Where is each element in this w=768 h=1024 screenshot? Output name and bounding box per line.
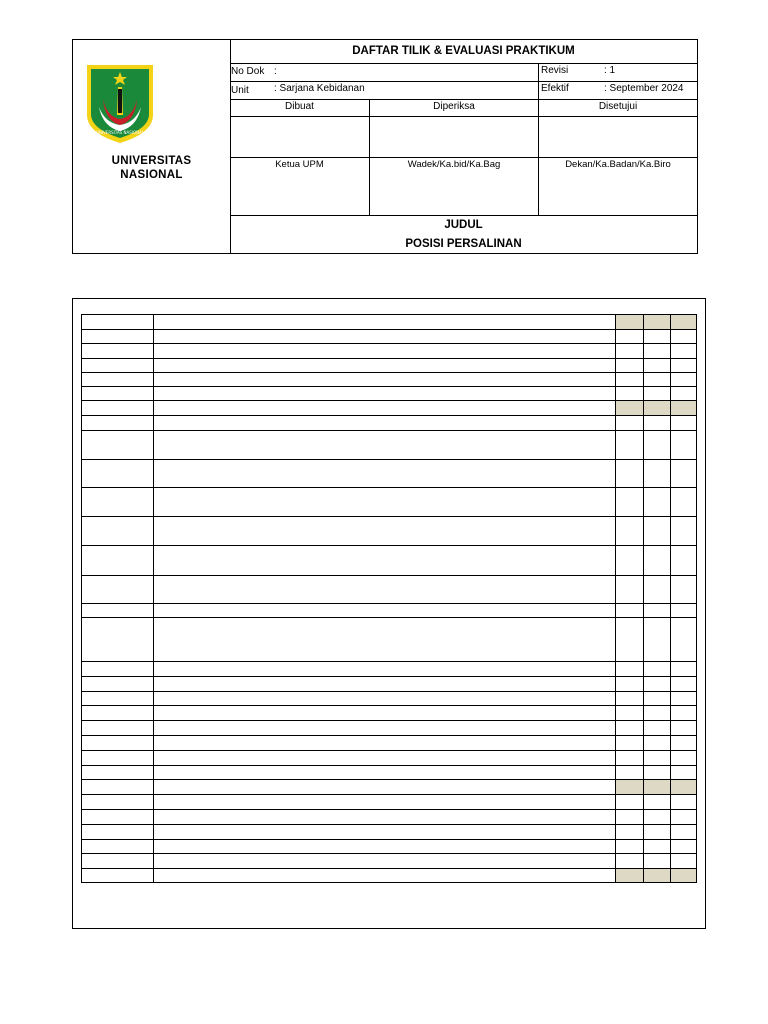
logo-cell bbox=[73, 40, 231, 253]
logo-text: UNIVERSITAS NASIONAL bbox=[95, 130, 145, 135]
no-dok-label: No Dok bbox=[231, 66, 265, 77]
divider bbox=[230, 81, 697, 82]
diperiksa-label: Diperiksa bbox=[433, 101, 475, 112]
disetujui-label: Disetujui bbox=[598, 101, 638, 112]
disetujui-by: Dekan/Ka.Badan/Ka.Biro bbox=[565, 159, 671, 170]
revisi-label: Revisi bbox=[541, 65, 569, 76]
institution-name-line1: UNIVERSITAS bbox=[111, 155, 192, 167]
divider bbox=[230, 116, 697, 117]
checklist-table bbox=[81, 314, 697, 883]
table-border bbox=[81, 314, 697, 883]
divider bbox=[230, 215, 697, 216]
document-header bbox=[72, 39, 698, 254]
judul-value: POSISI PERSALINAN bbox=[405, 238, 522, 250]
dibuat-label: Dibuat bbox=[285, 101, 314, 112]
efektif-value: : September 2024 bbox=[604, 83, 684, 94]
revisi-value: : 1 bbox=[604, 65, 616, 76]
diperiksa-by: Wadek/Ka.bid/Ka.Bag bbox=[407, 159, 501, 170]
unit-label: Unit bbox=[231, 85, 249, 96]
divider bbox=[230, 99, 697, 100]
institution-name bbox=[73, 154, 230, 182]
no-dok-value: : bbox=[274, 66, 277, 77]
judul-label: JUDUL bbox=[444, 219, 483, 231]
doc-title: DAFTAR TILIK & EVALUASI PRAKTIKUM bbox=[352, 45, 575, 57]
institution-name-line2: NASIONAL bbox=[120, 169, 183, 181]
unit-value: : Sarjana Kebidanan bbox=[274, 83, 365, 94]
university-logo-icon bbox=[85, 63, 155, 145]
efektif-label: Efektif bbox=[541, 83, 569, 94]
dibuat-by: Ketua UPM bbox=[275, 159, 324, 170]
divider bbox=[230, 157, 697, 158]
divider bbox=[230, 63, 697, 64]
